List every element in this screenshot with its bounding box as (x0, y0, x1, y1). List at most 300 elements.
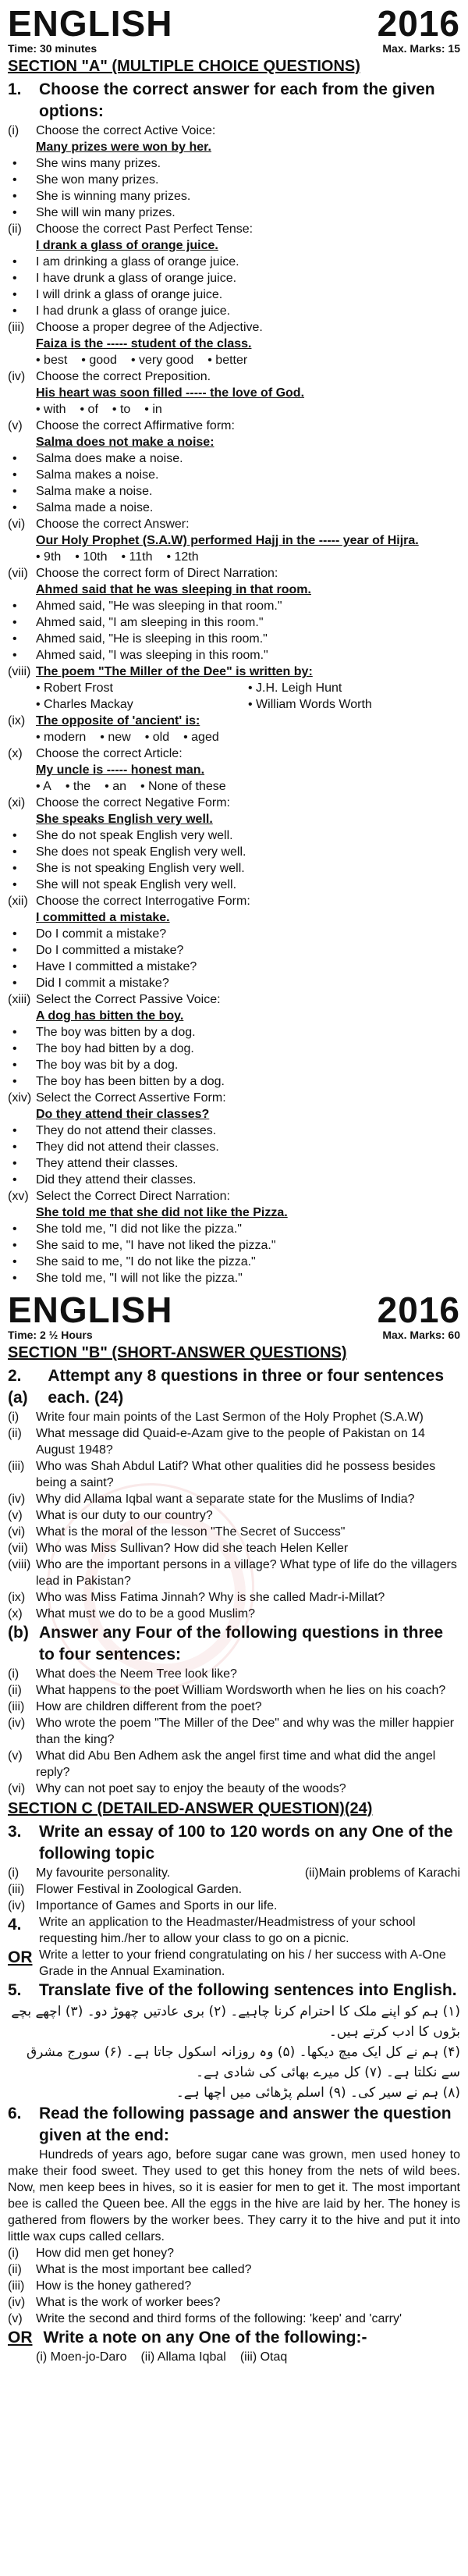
option-text: I am drinking a glass of orange juice. (36, 255, 239, 269)
item-number: (vi) (8, 518, 26, 531)
option (8, 942, 460, 959)
mcq-sentence (8, 532, 460, 549)
mcq-instruction (8, 221, 460, 237)
item-text: Write four main points of the Last Sermon of the Holy Prophet (S.A.W) (36, 1411, 424, 1424)
question-5-heading (8, 1980, 460, 2001)
q6-list (8, 2245, 460, 2327)
spacer (8, 762, 36, 778)
option-text: Did they attend their classes. (36, 1173, 197, 1187)
option (8, 270, 460, 286)
mcq-sentence (8, 811, 460, 827)
option: • in (144, 403, 162, 416)
option (8, 188, 460, 205)
instruction-text: Choose a proper degree of the Adjective. (36, 321, 263, 334)
item-number: (iv) (8, 370, 26, 383)
option: • modern (36, 731, 87, 744)
option (8, 1024, 460, 1041)
spacer (8, 1106, 36, 1123)
bullet: • (12, 288, 17, 301)
section-c-title: SECTION C (DETAILED-ANSWER QUESTION)(24) (8, 1800, 373, 1817)
bullet: • (12, 1255, 17, 1268)
option-row (8, 549, 460, 565)
question-6-heading (8, 2103, 460, 2147)
essay-topic (8, 1898, 460, 1914)
instruction-text: Select the Correct Direct Narration: (36, 1190, 230, 1203)
essay-topic (8, 1865, 460, 1881)
option-text: The boy had bitten by a dog. (36, 1042, 194, 1055)
mcq-instruction (8, 664, 460, 680)
sentence-text: Do they attend their classes? (36, 1108, 210, 1121)
sentence-text: Our Holy Prophet (S.A.W) performed Hajj in the ----- year of Hijra. (36, 534, 419, 547)
mcq-instruction (8, 713, 460, 729)
option-text: Have I committed a mistake? (36, 960, 197, 973)
item-number: (iii) (8, 321, 25, 334)
question-text: Write an essay of 100 to 120 words on any One of the following topic (39, 1823, 453, 1863)
list-item (8, 1425, 460, 1458)
question-number: 5. (8, 1981, 22, 1999)
option: • to (112, 403, 131, 416)
spacer (8, 385, 36, 401)
item-text: What message did Quaid-e-Azam give to the people of Pakistan on 14 August 1948? (36, 1427, 425, 1457)
bullet: • (12, 1222, 17, 1236)
bullet: • (12, 1124, 17, 1137)
option-text: She will not speak English very well. (36, 878, 237, 891)
list-item (8, 1715, 460, 1748)
option-text: Salma makes a noise. (36, 468, 159, 482)
option (8, 926, 460, 942)
spacer (8, 434, 36, 450)
option (8, 1057, 460, 1073)
mcq-sentence (8, 582, 460, 598)
mcq-sentence (8, 909, 460, 926)
time-marks-row (8, 42, 460, 55)
option (8, 647, 460, 664)
sentence-text: Ahmed said that he was sleeping in that room. (36, 583, 311, 596)
option-text: Did I commit a mistake? (36, 977, 169, 990)
bullet: • (12, 190, 17, 203)
spacer (8, 336, 36, 352)
bullet: • (12, 1042, 17, 1055)
bullet: • (12, 272, 17, 285)
option (8, 483, 460, 500)
item-number: (v) (8, 1749, 23, 1763)
urdu-line-2: (۴) ہم نے کل ایک میچ دیکھا۔ (۵) وہ روزانہ اسکول جاتا ہے۔ (۶) سورج مشرق سے نکلتا ہے۔ (۷) کل میرے بھائی کی شادی ہے۔ (26, 2044, 460, 2080)
item-number: (ix) (8, 1591, 26, 1604)
question-3-heading (8, 1821, 460, 1865)
instruction-text: Select the Correct Assertive Form: (36, 1091, 226, 1105)
time-label: Time: 30 minutes (8, 42, 98, 55)
bullet: • (12, 960, 17, 973)
option-text: They do not attend their classes. (36, 1124, 217, 1137)
bullet: • (12, 501, 17, 514)
option-text: She will win many prizes. (36, 206, 176, 219)
bullet: • (12, 616, 17, 629)
mcq-sentence (8, 434, 460, 450)
option (8, 1221, 460, 1237)
option: • of (80, 403, 98, 416)
item-number: (ii) (8, 1427, 22, 1440)
option: • 10th (75, 550, 108, 564)
question-text: Translate five of the following sentences into English. (39, 1981, 457, 1999)
option-text: She told me, "I will not like the pizza." (36, 1272, 243, 1285)
sentence-text: A dog has bitten the boy. (36, 1009, 184, 1023)
item-number: (v) (8, 419, 23, 432)
bullet: • (12, 1059, 17, 1072)
option (8, 598, 460, 614)
list-item (8, 2245, 460, 2261)
option (8, 303, 460, 319)
note-option: (i) Moen-jo-Daro (36, 2350, 127, 2364)
instruction-text: Choose the correct Preposition. (36, 370, 211, 383)
spacer (8, 1008, 36, 1024)
option-text: Salma make a noise. (36, 485, 153, 498)
sentence-text: She told me that she did not like the Pizza. (36, 1206, 288, 1219)
bullet: • (12, 1239, 17, 1252)
bullet: • (12, 1272, 17, 1285)
option-text: She said to me, "I have not liked the pizza." (36, 1239, 276, 1252)
bullet: • (12, 1173, 17, 1187)
option (8, 286, 460, 303)
option-text: Do I committed a mistake? (36, 944, 184, 957)
mcq-instruction (8, 319, 460, 336)
question-text: Write a letter to your friend congratulating on his / her success with A-One Grade in the Annual Examination. (39, 1948, 446, 1978)
list-item (8, 2278, 460, 2294)
list-item (8, 1491, 460, 1507)
item-number: (i) (8, 124, 20, 137)
option (8, 500, 460, 516)
option-text: She told me, "I did not like the pizza." (36, 1222, 242, 1236)
option-text: She is winning many prizes. (36, 190, 191, 203)
spacer (8, 1204, 36, 1221)
bullet: • (12, 468, 17, 482)
spacer (8, 139, 36, 155)
option (8, 1172, 460, 1188)
option-text: She won many prizes. (36, 173, 159, 187)
option (8, 975, 460, 991)
option (8, 205, 460, 221)
instruction-text: Choose the correct form of Direct Narration: (36, 567, 278, 580)
urdu-line-1: (۱) ہم کو اپنے ملک کا احترام کرنا چاہیے۔ (۲) بری عادتیں چھوڑ دو۔ (۳) اچھے بچے بڑوں کا ادب کرتے ہیں۔ (11, 2004, 460, 2040)
item-text: Why can not poet say to enjoy the beauty of the woods? (36, 1782, 346, 1795)
mcq-instruction (8, 991, 460, 1008)
option (8, 1041, 460, 1057)
option (8, 860, 460, 877)
option: • an (105, 780, 126, 793)
option: • aged (183, 731, 219, 744)
item-number: (iv) (8, 1493, 26, 1506)
or-label: OR (8, 2329, 33, 2347)
option (8, 172, 460, 188)
spacer (8, 811, 36, 827)
option-text: I have drunk a glass of orange juice. (36, 272, 237, 285)
item-text: How is the honey gathered? (36, 2279, 192, 2293)
item-number: (ix) (8, 714, 26, 728)
option-text: They did not attend their classes. (36, 1140, 219, 1154)
sentence-text: She speaks English very well. (36, 813, 213, 826)
option (8, 827, 460, 844)
bullet: • (12, 927, 17, 941)
item-text: Why did Allama Iqbal want a separate state for the Muslims of India? (36, 1493, 415, 1506)
bullet: • (12, 485, 17, 498)
notes-list (8, 2349, 460, 2365)
mcq-instruction (8, 1090, 460, 1106)
marks-label: Max. Marks: 15 (382, 42, 460, 55)
instruction-text: Choose the correct Answer: (36, 518, 190, 531)
subject-title-2: ENGLISH (8, 1290, 173, 1330)
item-text: What is the moral of the lesson "The Secret of Success" (36, 1525, 346, 1539)
marks-label-2: Max. Marks: 60 (382, 1329, 460, 1341)
option: • Robert Frost (36, 681, 113, 695)
list-item (8, 1682, 460, 1699)
item-number: (ii) (8, 222, 22, 236)
option-text: Do I commit a mistake? (36, 927, 167, 941)
instruction-text: Choose the correct Active Voice: (36, 124, 216, 137)
option (8, 450, 460, 467)
option (8, 614, 460, 631)
mcq-sentence (8, 1106, 460, 1123)
option (8, 1237, 460, 1254)
item-text: What did Abu Ben Adhem ask the angel first time and what did the angel reply? (36, 1749, 436, 1779)
subject-title: ENGLISH (8, 3, 173, 44)
option-text: She said to me, "I do not like the pizza." (36, 1255, 256, 1268)
year: 2016 (377, 3, 460, 44)
q2a-marks: (24) (94, 1389, 124, 1407)
q3-list (8, 1865, 460, 1914)
option (8, 959, 460, 975)
option (8, 631, 460, 647)
mcq-sentence (8, 1204, 460, 1221)
section-b-title: SECTION "B" (SHORT-ANSWER QUESTIONS) (8, 1344, 347, 1361)
option-text: Salma made a noise. (36, 501, 154, 514)
mcq-instruction (8, 1188, 460, 1204)
spacer (8, 532, 36, 549)
item-text: What is the work of worker bees? (36, 2296, 221, 2309)
option-row (8, 680, 460, 696)
item-number: (viii) (8, 665, 31, 678)
sentence-text: His heart was soon filled ----- the love of God. (36, 386, 305, 400)
item-number: (xi) (8, 796, 26, 809)
question-text: Write a note on any One of the following:- (43, 2329, 367, 2347)
option: • A (36, 780, 51, 793)
option-text: Ahmed said, "I am sleeping in this room." (36, 616, 264, 629)
bullet: • (12, 632, 17, 646)
sentence-text: Faiza is the ----- student of the class. (36, 337, 252, 350)
topic-text: My favourite personality. (36, 1866, 171, 1880)
option-text: She do not speak English very well. (36, 829, 233, 842)
option-row (8, 778, 460, 795)
bullet: • (12, 977, 17, 990)
option-text: She is not speaking English very well. (36, 862, 245, 875)
option-text: Ahmed said, "I was sleeping in this room." (36, 649, 268, 662)
bullet: • (12, 1026, 17, 1039)
list-item (8, 1781, 460, 1797)
option-text: Ahmed said, "He was sleeping in that room." (36, 600, 282, 613)
item-number: (v) (8, 1509, 23, 1522)
instruction-text: Choose the correct Affirmative form: (36, 419, 235, 432)
sentence-text: Many prizes were won by her. (36, 141, 211, 154)
topic-text: Flower Festival in Zoological Garden. (36, 1883, 243, 1896)
item-number: (i) (8, 1411, 20, 1424)
mcq-instruction (8, 565, 460, 582)
bullet: • (12, 845, 17, 859)
option-row (8, 729, 460, 745)
item-text: What is our duty to our country? (36, 1509, 213, 1522)
bullet: • (12, 829, 17, 842)
q2a-instruction: Attempt any 8 questions in three or four sentences each. (48, 1367, 445, 1407)
item-number: (vii) (8, 567, 28, 580)
note-option: (iii) Otaq (239, 2350, 288, 2364)
question-number: 3. (8, 1823, 22, 1841)
bullet: • (12, 304, 17, 318)
or-label: OR (8, 1948, 33, 1966)
option-text: The boy was bit by a dog. (36, 1059, 179, 1072)
bullet: • (12, 157, 17, 170)
instruction-text: Choose the correct Past Perfect Tense: (36, 222, 254, 236)
or-note-heading (8, 2327, 460, 2349)
option: • very good (130, 354, 194, 367)
mcq-sentence (8, 1008, 460, 1024)
bullet: • (12, 206, 17, 219)
item-number: (iii) (8, 1700, 25, 1713)
question-number: 4. (8, 1916, 22, 1934)
option (8, 877, 460, 893)
option: • Charles Mackay (36, 698, 133, 711)
sentence-text: I drank a glass of orange juice. (36, 239, 218, 252)
option-text: Salma does make a noise. (36, 452, 183, 465)
option-text: The boy has been bitten by a dog. (36, 1075, 225, 1088)
sentence-text: I committed a mistake. (36, 911, 170, 924)
bullet: • (12, 1075, 17, 1088)
item-number: (i) (8, 2247, 20, 2260)
list-item (8, 1458, 460, 1491)
list-item (8, 2294, 460, 2311)
question-text (48, 1365, 460, 1409)
option: • William Words Worth (248, 698, 372, 711)
option-text: She wins many prizes. (36, 157, 161, 170)
item-number: (iii) (8, 1883, 25, 1896)
option-text: They attend their classes. (36, 1157, 179, 1170)
option: • good (81, 354, 117, 367)
option-text: Ahmed said, "He is sleeping in this room." (36, 632, 268, 646)
mcq-instruction (8, 893, 460, 909)
mcq-instruction (8, 516, 460, 532)
list-item (8, 1699, 460, 1715)
item-number: (i) (8, 1866, 20, 1880)
time-marks-row-2 (8, 1329, 460, 1341)
item-text: How are children different from the poet? (36, 1700, 262, 1713)
instruction-text: Choose the correct Negative Form: (36, 796, 230, 809)
topic-text: Importance of Games and Sports in our life. (36, 1899, 278, 1912)
instruction-text: Choose the correct Interrogative Form: (36, 895, 250, 908)
bullet: • (12, 1157, 17, 1170)
item-number: (i) (8, 1667, 20, 1681)
question-text: Answer any Four of the following questions in three to four sentences: (39, 1624, 444, 1663)
option: • better (207, 354, 248, 367)
item-number: (iv) (8, 1899, 26, 1912)
option (8, 1254, 460, 1270)
option (8, 155, 460, 172)
bullet: • (12, 255, 17, 269)
question-number: 2.(a) (8, 1367, 28, 1407)
option: • None of these (140, 780, 226, 793)
question-1-heading (8, 79, 460, 123)
sentence-text: Salma does not make a noise: (36, 436, 214, 449)
time-label-2: Time: 2 ½ Hours (8, 1329, 93, 1341)
spacer (8, 582, 36, 598)
option: • new (100, 731, 131, 744)
item-number: (xiv) (8, 1091, 32, 1105)
mcq-sentence (8, 336, 460, 352)
spacer (8, 237, 36, 254)
option-row (8, 696, 460, 713)
q2b-list (8, 1666, 460, 1797)
urdu-line-3: (۸) ہم نے سیر کی۔ (۹) اسلم پڑھائی میں اچھا ہے۔ (176, 2085, 460, 2101)
option: • the (65, 780, 91, 793)
bullet: • (12, 862, 17, 875)
bullet: • (12, 173, 17, 187)
option: • 12th (166, 550, 199, 564)
question-number: (b) (8, 1624, 29, 1642)
topic-text: Main problems of Karachi (318, 1866, 460, 1880)
bullet: • (12, 649, 17, 662)
mcq-instruction (8, 795, 460, 811)
option (8, 1139, 460, 1155)
question-number: 6. (8, 2105, 22, 2122)
note-option: (ii) Allama Iqbal (140, 2350, 226, 2364)
option: • 11th (121, 550, 153, 564)
item-number: (vii) (8, 1542, 28, 1555)
question-text: Choose the correct answer for each from the given options: (39, 80, 435, 120)
item-number: (x) (8, 1607, 23, 1621)
item-number: (iv) (8, 2296, 26, 2309)
option-text: I had drunk a glass of orange juice. (36, 304, 231, 318)
option (8, 467, 460, 483)
option: • with (36, 403, 66, 416)
mcq-list (8, 123, 460, 1286)
list-item (8, 1748, 460, 1781)
bullet: • (12, 878, 17, 891)
question-4-or (8, 1947, 460, 1980)
option: • 9th (36, 550, 62, 564)
option: • J.H. Leigh Hunt (248, 681, 342, 695)
spacer (8, 909, 36, 926)
mcq-instruction (8, 123, 460, 139)
instruction-text: Choose the correct Article: (36, 747, 183, 760)
item-number: (ii) (8, 2263, 22, 2276)
sentence-text: The opposite of 'ancient' is: (36, 714, 200, 728)
question-2a-heading (8, 1365, 460, 1409)
question-text: Write an application to the Headmaster/Headmistress of your school requesting him./her to allow your class to go on a picnic. (39, 1916, 416, 1945)
item-text: Who was Miss Fatima Jinnah? Why is she called Madr-i-Millat? (36, 1591, 385, 1604)
item-text: What must we do to be a good Muslim? (36, 1607, 256, 1621)
option: • best (36, 354, 68, 367)
item-number: (iv) (8, 1717, 26, 1730)
item-text: Who are the important persons in a village? What type of life do the villagers lead in Pakistan? (36, 1558, 457, 1588)
list-item (8, 2261, 460, 2278)
sentence-text: My uncle is ----- honest man. (36, 763, 205, 777)
option: • old (144, 731, 170, 744)
bullet: • (12, 452, 17, 465)
option-text: I will drink a glass of orange juice. (36, 288, 223, 301)
item-number: (xv) (8, 1190, 29, 1203)
question-number: 1. (8, 80, 22, 98)
item-number: (ii) (8, 1684, 22, 1697)
mcq-sentence (8, 139, 460, 155)
question-text: Read the following passage and answer the question given at the end: (39, 2105, 452, 2144)
option-text: She does not speak English very well. (36, 845, 246, 859)
sentence-text: The poem "The Miller of the Dee" is written by: (36, 665, 313, 678)
year-2: 2016 (377, 1290, 460, 1330)
